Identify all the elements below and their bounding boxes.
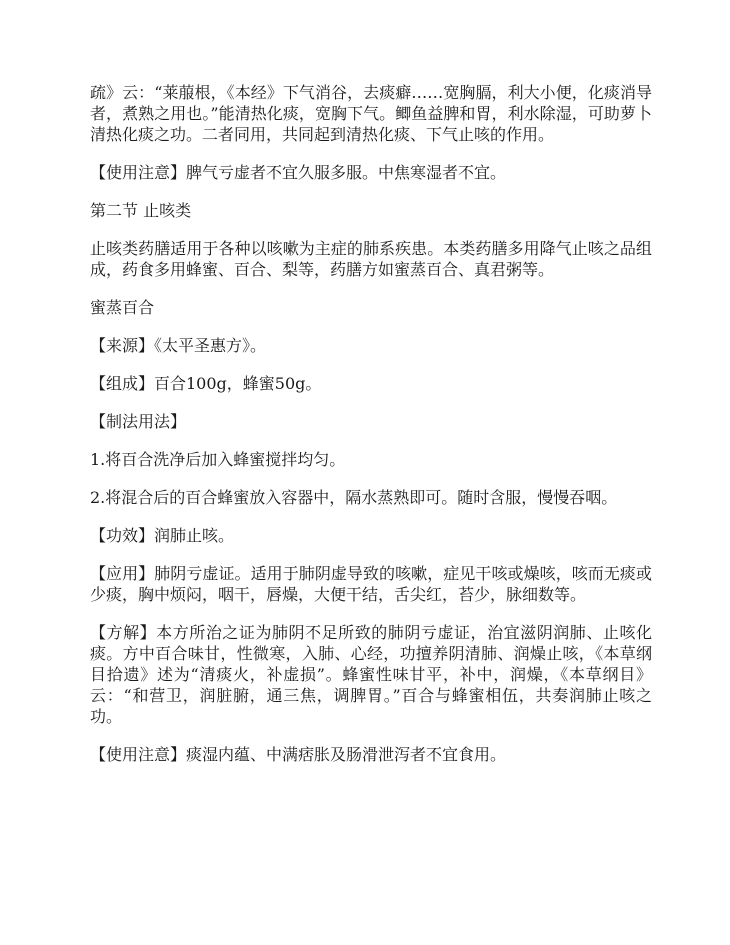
paragraph-laifu-quote: 疏》云：“莱菔根，《本经》下气消谷，去痰癖……宽胸膈，利大小便，化痰消导者，煮熟之用也。”能清热化痰，宽胸下气。鲫鱼益脾和胃，利水除湿，可助萝卜清热化痰之功。二者同用，共同起到清热化痰、下气止咳的作用。 (90, 83, 652, 144)
paragraph-method-heading: 【制法用法】 (90, 412, 187, 431)
recipe-title: 蜜蒸百合 (90, 298, 155, 317)
method-step-1: 1.将百合洗净后加入蜂蜜搅拌均匀。 (90, 450, 346, 469)
paragraph-composition: 【组成】百合100g，蜂蜜50g。 (90, 374, 322, 393)
section-heading: 第二节 止咳类 (90, 201, 192, 220)
method-step-2: 2.将混合后的百合蜂蜜放入容器中，隔水蒸熟即可。随时含服，慢慢吞咽。 (90, 488, 618, 507)
paragraph-usage-caution-1: 【使用注意】脾气亏虚者不宜久服多服。中焦寒湿者不宜。 (90, 163, 507, 182)
paragraph-section-intro: 止咳类药膳适用于各种以咳嗽为主症的肺系疾患。本类药膳多用降气止咳之品组成，药食多用蜂蜜、百合、梨等，药膳方如蜜蒸百合、真君粥等。 (90, 239, 652, 279)
paragraph-efficacy: 【功效】润肺止咳。 (90, 526, 235, 545)
paragraph-source: 【来源】《太平圣惠方》。 (90, 336, 267, 355)
document-body (90, 82, 652, 782)
paragraph-formula-explanation: 【方解】本方所治之证为肺阴不足所致的肺阴亏虚证，治宜滋阴润肺、止咳化痰。方中百合味甘，性微寒，入肺、心经，功擅养阴清肺、润燥止咳，《本草纲目拾遗》述为“清痰火，补虚损”。蜂蜜性味甘平，补中，润燥，《本草纲目》云：“和营卫，润脏腑，通三焦，调脾胃。”百合与蜂蜜相伍，共奏润肺止咳之功。 (90, 623, 652, 726)
paragraph-usage-caution-2: 【使用注意】痰湿内蕴、中满痞胀及肠滑泄泻者不宜食用。 (90, 745, 507, 764)
paragraph-application: 【应用】肺阴亏虚证。适用于肺阴虚导致的咳嗽，症见干咳或燥咳，咳而无痰或少痰，胸中烦闷，咽干，唇燥，大便干结，舌尖红，苔少，脉细数等。 (90, 564, 652, 604)
